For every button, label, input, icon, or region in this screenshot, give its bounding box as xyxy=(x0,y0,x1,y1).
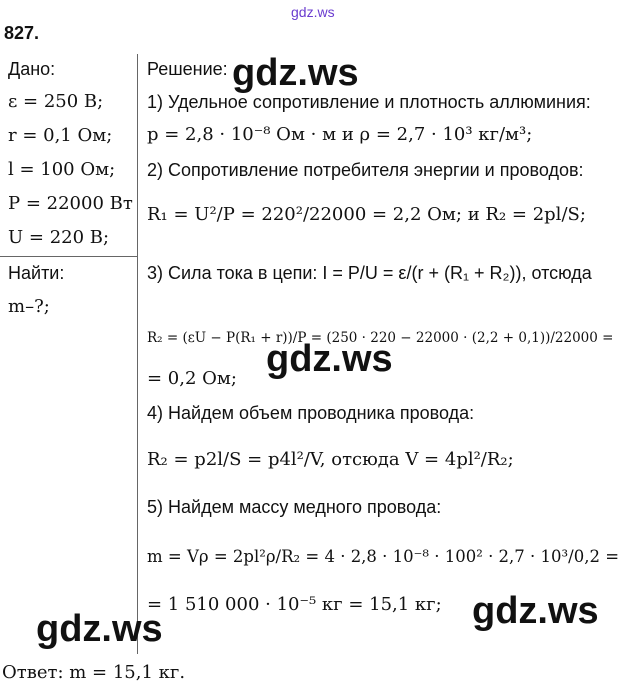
answer: Ответ: m = 15,1 кг. xyxy=(2,662,186,683)
watermark: gdz.ws xyxy=(36,608,163,650)
step1-text: 1) Удельное сопротивление и плотность аллюминия: xyxy=(147,92,591,112)
watermark: gdz.ws xyxy=(266,338,393,380)
solution-title: Решение: xyxy=(147,59,228,79)
given-divider-horizontal xyxy=(0,256,138,257)
step3-result: = 0,2 Ом; xyxy=(147,368,237,389)
given-power: P = 22000 Вт xyxy=(8,193,133,214)
given-internal-resistance: r = 0,1 Ом; xyxy=(8,125,113,146)
step3-text: 3) Сила тока в цепи: I = P/U = ε/(r + (R₁ + R₂)), отсюда xyxy=(147,263,592,283)
watermark-top: gdz.ws xyxy=(291,4,335,20)
given-length: l = 100 Ом; xyxy=(8,159,116,180)
step5-result: = 1 510 000 · 10⁻⁵ кг = 15,1 кг; xyxy=(147,594,442,615)
step5-text: 5) Найдем массу медного провода: xyxy=(147,497,442,517)
problem-number: 827. xyxy=(4,23,40,43)
watermark: gdz.ws xyxy=(472,590,599,632)
step4-formula: R₂ = p2l/S = p4l²/V, отсюда V = 4pl²/R₂; xyxy=(147,449,514,470)
given-divider-vertical xyxy=(137,54,138,654)
step5-formula: m = Vρ = 2pl²ρ/R₂ = 4 · 2,8 · 10⁻⁸ · 100² · 2,7 · 10³/0,2 = xyxy=(147,547,620,566)
find-mass: m–?; xyxy=(8,296,50,317)
step4-text: 4) Найдем объем проводника провода: xyxy=(147,403,475,423)
given-title: Дано: xyxy=(8,59,56,79)
step1-formula: p = 2,8 · 10⁻⁸ Ом · м и ρ = 2,7 · 10³ кг/м³; xyxy=(147,124,533,145)
find-title: Найти: xyxy=(8,263,65,283)
step3-formula: R₂ = (εU − P(R₁ + r))/P = (250 · 220 − 22000 · (2,2 + 0,1))/22000 = xyxy=(147,330,614,346)
given-emf: ε = 250 В; xyxy=(8,91,104,112)
watermark: gdz.ws xyxy=(232,52,359,94)
step2-text: 2) Сопротивление потребителя энергии и проводов: xyxy=(147,160,584,180)
step2-formula: R₁ = U²/P = 220²/22000 = 2,2 Ом; и R₂ = 2pl/S; xyxy=(147,204,586,225)
given-voltage: U = 220 В; xyxy=(8,227,110,248)
